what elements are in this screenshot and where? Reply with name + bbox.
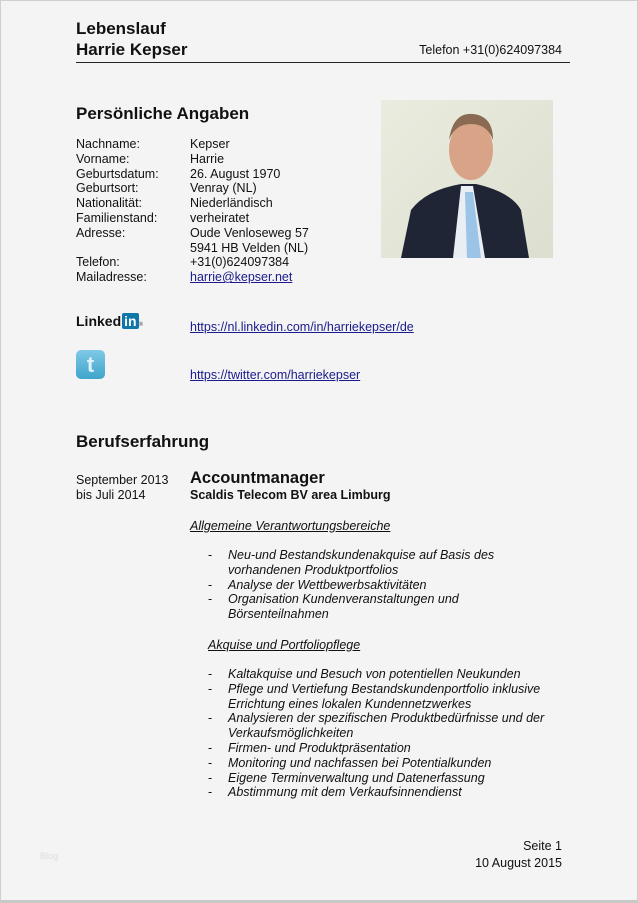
page-number: Seite 1 bbox=[523, 839, 562, 853]
bullet-dash: - bbox=[208, 548, 213, 562]
bullet-dash: - bbox=[208, 770, 213, 785]
bullet-text: Verkaufsmöglichkeiten bbox=[228, 726, 354, 741]
profile-photo bbox=[381, 100, 553, 258]
subheading-responsibilities: Allgemeine Verantwortungsbereiche bbox=[190, 519, 391, 533]
bullet-dash: - bbox=[208, 592, 213, 607]
bullet-dash: - bbox=[208, 741, 213, 755]
info-value: Oude Venloseweg 57 bbox=[190, 225, 309, 240]
bullet-text: Analyse der Wettbewerbsaktivitäten bbox=[228, 577, 427, 592]
info-value: 26. August 1970 bbox=[190, 166, 281, 181]
bullet-text: Firmen- und Produktpräsentation bbox=[228, 741, 411, 755]
email-link[interactable]: harrie@kepser.net bbox=[190, 270, 293, 285]
person-name: Harrie Kepser bbox=[76, 40, 188, 59]
bullet-dash: - bbox=[208, 711, 213, 726]
info-label: Familienstand: bbox=[76, 211, 158, 225]
bullet-text: Neu-und Bestandskundenakquise auf Basis des bbox=[228, 548, 495, 562]
info-label: Nationalität: bbox=[76, 196, 143, 211]
header-phone: Telefon +31(0)624097384 bbox=[419, 43, 562, 57]
date-from: September 2013 bbox=[76, 473, 169, 487]
bullet-text: Abstimmung mit dem Verkaufsinnendienst bbox=[228, 785, 462, 800]
info-label: Vorname: bbox=[76, 151, 130, 166]
bullet-dash: - bbox=[208, 755, 213, 770]
info-label: Geburtsdatum: bbox=[76, 166, 159, 181]
twitter-icon: t bbox=[76, 350, 105, 379]
company: Scaldis Telecom BV area Limburg bbox=[190, 488, 391, 502]
info-value: Niederländisch bbox=[190, 196, 273, 211]
info-label: Telefon: bbox=[76, 255, 120, 270]
info-value: Kepser bbox=[190, 137, 230, 151]
info-value: verheiratet bbox=[190, 211, 250, 225]
bullet-text: Börsenteilnahmen bbox=[228, 607, 329, 622]
bullet-text: Monitoring und nachfassen bei Potentialkunden bbox=[228, 755, 492, 770]
info-label: Mailadresse: bbox=[76, 270, 147, 285]
date-to: bis Juli 2014 bbox=[76, 488, 146, 502]
info-label: Adresse: bbox=[76, 225, 126, 240]
bullet-dash: - bbox=[208, 667, 213, 681]
info-label: Geburtsort: bbox=[76, 181, 139, 196]
bullet-dash: - bbox=[208, 785, 213, 800]
linkedin-link[interactable]: https://nl.linkedin.com/in/harriekepser/de bbox=[190, 320, 414, 334]
bullet-text: Pflege und Vertiefung Bestandskundenportfolio inklusive bbox=[228, 681, 541, 696]
info-value: +31(0)624097384 bbox=[190, 255, 290, 270]
bullet-text: vorhandenen Produktportfolios bbox=[228, 562, 399, 577]
subheading-acquisition: Akquise und Portfoliopflege bbox=[208, 638, 361, 652]
twitter-link[interactable]: https://twitter.com/harriekepser bbox=[190, 368, 361, 382]
header-divider bbox=[76, 62, 570, 63]
bullet-text: Errichtung eines lokalen Kundennetzwerkes bbox=[228, 696, 472, 711]
section-title-experience: Berufserfahrung bbox=[76, 432, 210, 451]
job-title: Accountmanager bbox=[190, 469, 325, 487]
bullet-dash: - bbox=[208, 681, 213, 696]
info-value: Harrie bbox=[190, 151, 225, 166]
info-value: Venray (NL) bbox=[190, 181, 257, 196]
footer-date: 10 August 2015 bbox=[475, 856, 562, 870]
info-label: Nachname: bbox=[76, 137, 140, 151]
info-value: 5941 HB Velden (NL) bbox=[190, 240, 309, 255]
doc-title: Lebenslauf bbox=[76, 19, 166, 38]
section-title-personal: Persönliche Angaben bbox=[76, 104, 250, 123]
watermark: Blog bbox=[40, 851, 59, 861]
bullet-dash: - bbox=[208, 577, 213, 592]
bullet-text: Analysieren der spezifischen Produktbedürfnisse und der bbox=[228, 711, 545, 726]
bullet-text: Organisation Kundenveranstaltungen und bbox=[228, 592, 459, 607]
bullet-text: Eigene Terminverwaltung und Datenerfassung bbox=[228, 770, 485, 785]
linkedin-logo: Linked in ® bbox=[76, 313, 143, 329]
bullet-text: Kaltakquise und Besuch von potentiellen Neukunden bbox=[228, 667, 521, 681]
